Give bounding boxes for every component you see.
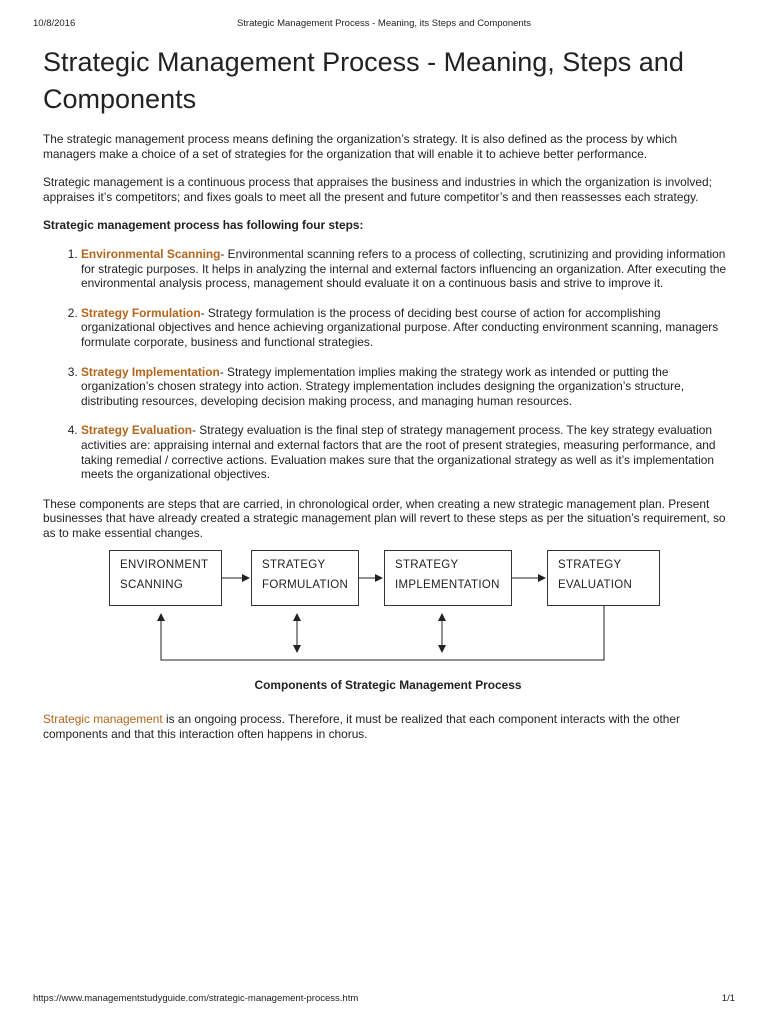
box-line-1: STRATEGY: [558, 559, 622, 572]
intro-paragraph-2: Strategic management is a continuous process that appraises the business and industries in which the organization is involved; appraises it’s competitors; and fixes goals to meet all the present and future competitor’s and then reassesses each strategy.: [43, 175, 712, 204]
step-term-link[interactable]: Environmental Scanning: [81, 246, 221, 261]
box-line-2: EVALUATION: [558, 579, 633, 592]
step-description: - Environmental scanning refers to a process of collecting, scrutinizing and providing information for strategic purposes. It helps in analyzing the internal and external factors influencing an organization. After executing the environmental analysis process, management should evaluate it on a continuous basis and strive to improve it.: [81, 246, 727, 291]
box-line-2: FORMULATION: [262, 579, 349, 592]
process-diagram: [43, 554, 733, 672]
step-item: [81, 423, 733, 481]
box-strategy-formulation: [251, 550, 359, 606]
box-strategy-implementation: [384, 550, 512, 606]
box-line-1: ENVIRONMENT: [120, 559, 209, 572]
box-line-2: SCANNING: [120, 579, 184, 592]
print-page-title: Strategic Management Process - Meaning, its Steps and Components: [236, 18, 532, 29]
step-term-link[interactable]: Strategy Implementation: [81, 364, 220, 379]
after-steps-paragraph: These components are steps that are carried, in chronological order, when creating a new strategic management plan. Present businesses that have already created a strategic management plan will revert to these steps as per the situation’s requirement, so as to make essential changes.: [43, 496, 726, 540]
step-term-link[interactable]: Strategy Evaluation: [81, 423, 193, 438]
step-item: [81, 306, 733, 350]
feedback-loop-line: [161, 606, 604, 660]
box-line-1: STRATEGY: [395, 559, 459, 572]
closing-text: is an ongoing process. Therefore, it must be realized that each component interacts with the other components and that this interaction often happens in chorus.: [43, 712, 680, 742]
step-item: [81, 365, 733, 409]
print-header: [33, 18, 735, 32]
footer-page-number: 1/1: [721, 993, 735, 1004]
article-title: Strategic Management Process - Meaning, Steps and Components: [43, 47, 684, 114]
steps-list: [43, 247, 733, 482]
box-line-2: IMPLEMENTATION: [395, 579, 500, 592]
intro-paragraph-1: The strategic management process means defining the organization’s strategy. It is also defined as the process by which managers make a choice of a set of strategies for the organization that will enable it to achieve better performance.: [43, 132, 678, 161]
step-description: - Strategy formulation is the process of deciding best course of action for accomplishing organizational objectives and hence achieving organizational purpose. After conducting environment scanning, managers formulate corporate, business and functional strategies.: [81, 305, 719, 349]
step-term-link[interactable]: Strategy Formulation: [81, 305, 201, 320]
steps-heading: Strategic management process has following four steps:: [43, 218, 364, 233]
article: [43, 44, 733, 756]
step-item: [81, 247, 733, 291]
step-description: - Strategy evaluation is the final step of strategy management process. The key strategy evaluation activities are: appraising internal and external factors that are the root of present strategies, measuring performance, and taking remedial / corrective actions. Evaluation makes sure that the organizational strategy as well as it’s implementation meets the organizational objectives.: [81, 423, 716, 482]
footer-url: https://www.managementstudyguide.com/strategic-management-process.htm: [33, 993, 359, 1004]
step-description: - Strategy implementation implies making the strategy work as intended or putting the organization’s chosen strategy into action. Strategy implementation includes designing the organization’s structure, distributing resources, developing decision making process, and managing human resources.: [81, 364, 685, 408]
box-strategy-evaluation: [547, 550, 660, 606]
print-date: 10/8/2016: [33, 18, 76, 29]
closing-paragraph: [43, 712, 733, 741]
strategic-management-link[interactable]: Strategic management: [43, 712, 163, 727]
box-environment-scanning: [109, 550, 222, 606]
print-footer: [33, 993, 735, 1007]
diagram-caption: Components of Strategic Management Process: [254, 678, 522, 693]
box-line-1: STRATEGY: [262, 559, 326, 572]
